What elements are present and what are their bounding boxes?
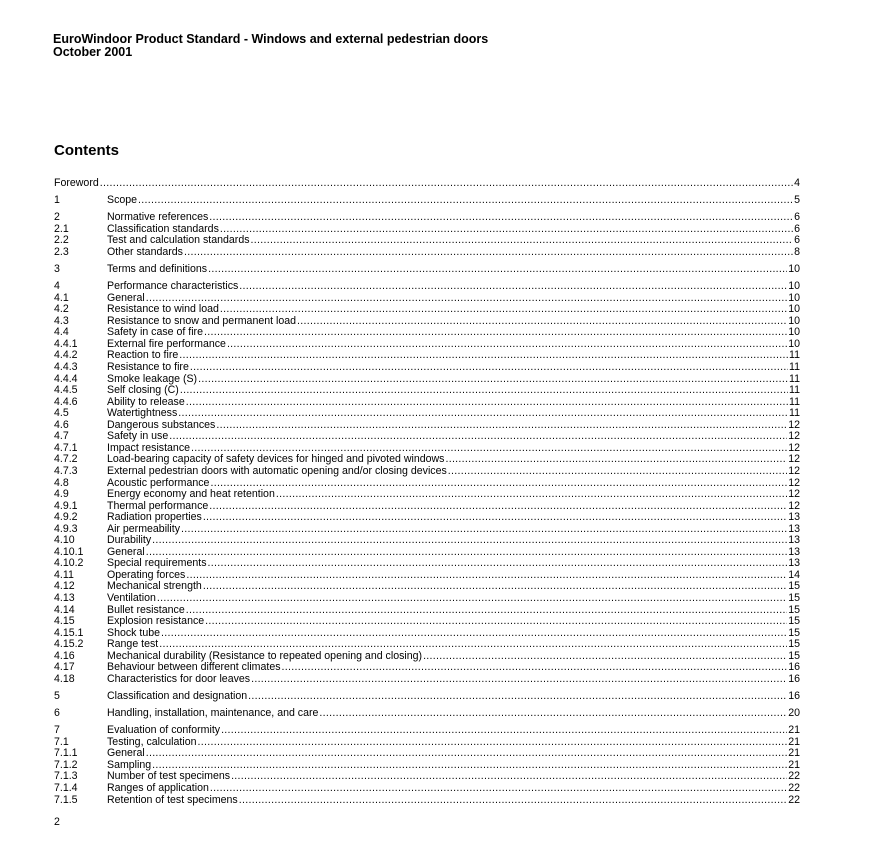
- toc-entry-title: Thermal performance: [107, 499, 209, 512]
- toc-dot-leader: [204, 327, 787, 339]
- toc-dot-leader: [231, 771, 787, 783]
- toc-entry-number: 4.9.3: [54, 522, 78, 535]
- toc-entry-title: Classification standards: [107, 222, 219, 235]
- toc-entry-number: 4.13: [54, 591, 75, 604]
- toc-entry-number: 2.2: [54, 234, 69, 247]
- header-date: October 2001: [53, 45, 133, 59]
- toc-entry-number: 4.8: [54, 476, 69, 489]
- toc-entry-number: 2: [54, 211, 60, 224]
- toc-entry-title: General: [107, 545, 145, 558]
- toc-entry-title: Mechanical durability (Resistance to repeated opening and closing): [107, 649, 423, 662]
- toc-entry-number: 7.1: [54, 735, 69, 748]
- toc-entry-page: 12: [788, 488, 800, 501]
- toc-entry[interactable]: [54, 195, 800, 207]
- toc-dot-leader: [184, 247, 793, 259]
- toc-entry[interactable]: [54, 581, 800, 593]
- toc-entry[interactable]: [54, 264, 800, 276]
- toc-entry-page: 15: [788, 591, 800, 604]
- toc-entry-title: Durability: [107, 534, 152, 547]
- toc-entry-number: 7.1.1: [54, 747, 78, 760]
- toc-dot-leader: [220, 304, 787, 316]
- toc-entry-page: 14: [788, 568, 800, 581]
- toc-entry-title: Air permeability: [107, 522, 181, 535]
- toc-entry-title: Safety in use: [107, 430, 169, 443]
- toc-dot-leader: [146, 748, 788, 760]
- toc-dot-leader: [180, 385, 788, 397]
- toc-entry-number: 4.9.2: [54, 511, 78, 524]
- toc-entry-page: 11: [789, 395, 800, 408]
- toc-entry[interactable]: [54, 489, 800, 501]
- toc-entry-title: Other standards: [107, 245, 183, 258]
- toc-entry[interactable]: [54, 708, 800, 720]
- toc-entry-page: 12: [788, 453, 800, 466]
- toc-entry-title: Performance characteristics: [107, 280, 239, 293]
- toc-entry-page: 12: [788, 476, 800, 489]
- toc-entry[interactable]: [54, 737, 800, 749]
- toc-entry-page: 6: [794, 234, 800, 247]
- toc-entry[interactable]: [54, 593, 800, 605]
- toc-entry[interactable]: [54, 512, 800, 524]
- toc-entry[interactable]: [54, 674, 800, 686]
- toc-entry-page: 12: [788, 464, 800, 477]
- toc-dot-leader: [216, 420, 787, 432]
- toc-entry-title: Sampling: [107, 758, 152, 771]
- toc-entry-number: 4.7.3: [54, 464, 78, 477]
- toc-dot-leader: [157, 593, 787, 605]
- toc-entry-title: Range test: [107, 638, 159, 651]
- toc-entry-page: 12: [788, 441, 800, 454]
- table-of-contents: [54, 178, 800, 806]
- toc-entry-title: Self closing (C): [107, 384, 179, 397]
- toc-entry-page: 10: [788, 263, 800, 276]
- toc-entry-title: Explosion resistance: [107, 615, 205, 628]
- toc-entry-title: Ventilation: [107, 591, 156, 604]
- toc-entry-title: Ranges of application: [107, 781, 209, 794]
- toc-entry[interactable]: [54, 362, 800, 374]
- toc-entry-page: 10: [788, 291, 800, 304]
- toc-entry-page: 4: [794, 177, 800, 189]
- toc-dot-leader: [190, 362, 788, 374]
- toc-dot-leader: [221, 725, 787, 737]
- toc-entry-page: 10: [788, 326, 800, 339]
- toc-entry-title: Test and calculation standards: [107, 234, 250, 247]
- toc-entry-number: 7.1.3: [54, 770, 78, 783]
- toc-dot-leader: [251, 674, 787, 686]
- toc-entry-title: Bullet resistance: [107, 603, 185, 616]
- toc-entry-page: 15: [788, 649, 800, 662]
- toc-entry-page: 11: [789, 384, 800, 397]
- toc-entry-page: 8: [794, 245, 800, 258]
- toc-entry-number: 4.11: [54, 568, 74, 581]
- toc-entry-number: 4.9.1: [54, 499, 78, 512]
- toc-entry-number: 3: [54, 263, 60, 276]
- toc-entry-title: Smoke leakage (S): [107, 372, 198, 385]
- toc-entry-page: 13: [788, 534, 800, 547]
- toc-entry-number: 4.6: [54, 418, 69, 431]
- toc-entry-number: 4.7.2: [54, 453, 78, 466]
- toc-entry-page: 22: [788, 781, 800, 794]
- toc-dot-leader: [445, 454, 787, 466]
- toc-entry-number: 4.4: [54, 326, 69, 339]
- toc-entry-number: 4.5: [54, 407, 69, 420]
- toc-dot-leader: [208, 264, 787, 276]
- toc-entry-number: 7.1.4: [54, 781, 78, 794]
- toc-entry-page: 13: [788, 545, 800, 558]
- toc-dot-leader: [178, 408, 788, 420]
- toc-entry-title: Resistance to wind load: [107, 303, 219, 316]
- toc-entry[interactable]: [54, 466, 800, 478]
- toc-dot-leader: [220, 224, 793, 236]
- toc-entry-title: Behaviour between different climates: [107, 661, 281, 674]
- toc-entry-title: Watertightness: [107, 407, 178, 420]
- toc-entry-number: 4.3: [54, 314, 69, 327]
- toc-entry-title: Safety in case of fire: [107, 326, 203, 339]
- toc-entry-page: 21: [788, 747, 800, 760]
- toc-entry-title: Operating forces: [107, 568, 186, 581]
- toc-entry-title: Retention of test specimens: [107, 793, 238, 806]
- toc-entry-page: 11: [789, 349, 800, 362]
- toc-dot-leader: [227, 339, 787, 351]
- toc-entry-number: 7.1.2: [54, 758, 78, 771]
- toc-entry-page: 22: [788, 770, 800, 783]
- toc-entry-number: 4.15.1: [54, 626, 84, 639]
- toc-entry[interactable]: [54, 247, 800, 259]
- toc-dot-leader: [276, 489, 787, 501]
- toc-entry-number: 4.4.1: [54, 337, 78, 350]
- toc-entry-page: 11: [789, 361, 800, 374]
- toc-entry-title: Characteristics for door leaves: [107, 672, 251, 685]
- toc-entry-page: 21: [788, 735, 800, 748]
- toc-dot-leader: [186, 570, 787, 582]
- toc-entry-page: 10: [788, 280, 800, 293]
- toc-entry-page: 13: [788, 511, 800, 524]
- toc-entry-number: 4.16: [54, 649, 75, 662]
- document-header: [53, 33, 488, 59]
- toc-entry-number: 4.4.3: [54, 361, 78, 374]
- toc-entry-page: 22: [788, 793, 800, 806]
- toc-entry-page: 15: [788, 615, 800, 628]
- toc-dot-leader: [203, 581, 787, 593]
- toc-entry-title: Impact resistance: [107, 441, 191, 454]
- toc-entry-title: Mechanical strength: [107, 580, 202, 593]
- toc-entry-page: 10: [788, 314, 800, 327]
- toc-entry-title: Ability to release: [107, 395, 185, 408]
- toc-entry-page: 16: [788, 672, 800, 685]
- toc-entry-title: General: [107, 291, 145, 304]
- toc-entry-title: Reaction to fire: [107, 349, 179, 362]
- toc-dot-leader: [209, 212, 793, 224]
- toc-entry-number: 4.1: [54, 291, 69, 304]
- toc-entry[interactable]: [54, 535, 800, 547]
- toc-entry-title: External pedestrian doors with automatic opening and/or closing devices: [107, 464, 447, 477]
- toc-entry-number: 4.4.2: [54, 349, 78, 362]
- toc-entry-page: 16: [788, 661, 800, 674]
- toc-entry-title: Load-bearing capacity of safety devices for hinged and pivoted windows: [107, 453, 445, 466]
- toc-dot-leader: [169, 431, 787, 443]
- toc-dot-leader: [282, 662, 788, 674]
- toc-entry[interactable]: [54, 628, 800, 640]
- toc-entry-title: Number of test specimens: [107, 770, 231, 783]
- toc-entry-number: Foreword: [54, 177, 99, 189]
- toc-entry-title: Dangerous substances: [107, 418, 216, 431]
- toc-dot-leader: [210, 783, 787, 795]
- toc-entry-title: Special requirements: [107, 557, 207, 570]
- toc-dot-leader: [146, 293, 788, 305]
- toc-entry-title: Radiation properties: [107, 511, 202, 524]
- toc-entry-title: Acoustic performance: [107, 476, 210, 489]
- toc-dot-leader: [186, 397, 788, 409]
- toc-dot-leader: [210, 478, 787, 490]
- toc-entry-number: 4: [54, 280, 60, 293]
- toc-dot-leader: [205, 616, 787, 628]
- toc-entry-number: 2.1: [54, 222, 69, 235]
- toc-entry-number: 4.10.2: [54, 557, 84, 570]
- toc-entry-page: 20: [788, 707, 800, 720]
- toc-dot-leader: [152, 535, 787, 547]
- toc-dot-leader: [251, 235, 794, 247]
- toc-entry-page: 13: [788, 557, 800, 570]
- toc-dot-leader: [159, 639, 787, 651]
- toc-dot-leader: [152, 760, 787, 772]
- toc-entry-page: 11: [789, 407, 800, 420]
- toc-dot-leader: [100, 178, 793, 190]
- toc-dot-leader: [146, 547, 788, 559]
- toc-dot-leader: [248, 691, 787, 703]
- toc-dot-leader: [423, 651, 787, 663]
- toc-entry-page: 15: [788, 580, 800, 593]
- toc-entry-number: 4.15: [54, 615, 75, 628]
- toc-entry-title: Handling, installation, maintenance, and care: [107, 707, 319, 720]
- toc-dot-leader: [161, 628, 787, 640]
- toc-entry-title: Scope: [107, 194, 138, 207]
- toc-entry-page: 11: [789, 372, 800, 385]
- toc-dot-leader: [297, 316, 787, 328]
- toc-entry[interactable]: [54, 524, 800, 536]
- toc-entry-page: 21: [788, 758, 800, 771]
- toc-entry-number: 4.10: [54, 534, 75, 547]
- toc-dot-leader: [208, 558, 788, 570]
- toc-entry[interactable]: [54, 691, 800, 703]
- toc-entry-title: Terms and definitions: [107, 263, 208, 276]
- header-title: EuroWindoor Product Standard - Windows and external pedestrian doors: [53, 32, 489, 46]
- toc-entry-page: 12: [788, 430, 800, 443]
- toc-dot-leader: [181, 524, 787, 536]
- toc-entry-page: 15: [788, 603, 800, 616]
- toc-entry-page: 15: [788, 638, 800, 651]
- toc-dot-leader: [186, 605, 787, 617]
- toc-entry-number: 4.14: [54, 603, 75, 616]
- toc-entry-page: 12: [788, 418, 800, 431]
- toc-entry-title: Resistance to snow and permanent load: [107, 314, 297, 327]
- toc-entry-number: 6: [54, 707, 60, 720]
- toc-entry-number: 4.9: [54, 488, 69, 501]
- toc-entry-page: 16: [788, 689, 800, 702]
- toc-entry-page: 10: [788, 337, 800, 350]
- toc-entry-title: Shock tube: [107, 626, 161, 639]
- toc-dot-leader: [448, 466, 787, 478]
- toc-entry-title: Classification and designation: [107, 689, 248, 702]
- toc-entry[interactable]: [54, 748, 800, 760]
- toc-entry[interactable]: [54, 385, 800, 397]
- toc-entry[interactable]: [54, 616, 800, 628]
- toc-entry-number: 4.17: [54, 661, 75, 674]
- toc-entry-number: 5: [54, 689, 60, 702]
- toc-entry-page: 10: [788, 303, 800, 316]
- toc-entry-number: 4.4.6: [54, 395, 78, 408]
- toc-entry-page: 13: [788, 522, 800, 535]
- toc-entry-title: Energy economy and heat retention: [107, 488, 275, 501]
- toc-dot-leader: [138, 195, 793, 207]
- toc-entry-number: 1: [54, 194, 60, 207]
- contents-heading: Contents: [54, 142, 119, 159]
- toc-entry-number: 7.1.5: [54, 793, 78, 806]
- toc-dot-leader: [198, 374, 788, 386]
- toc-entry-title: Resistance to fire: [107, 361, 189, 374]
- toc-entry-page: 6: [794, 222, 800, 235]
- toc-entry-number: 4.12: [54, 580, 75, 593]
- toc-entry-number: 4.10.1: [54, 545, 84, 558]
- toc-dot-leader: [239, 795, 787, 807]
- toc-entry-page: 21: [788, 724, 800, 737]
- toc-entry[interactable]: [54, 795, 800, 807]
- toc-entry[interactable]: [54, 783, 800, 795]
- toc-entry-number: 2.3: [54, 245, 69, 258]
- toc-entry-number: 4.7: [54, 430, 69, 443]
- toc-dot-leader: [209, 501, 787, 513]
- toc-dot-leader: [239, 281, 787, 293]
- toc-entry-title: Evaluation of conformity: [107, 724, 221, 737]
- toc-entry-number: 4.4.4: [54, 372, 78, 385]
- toc-dot-leader: [203, 512, 787, 524]
- toc-entry-title: External fire performance: [107, 337, 226, 350]
- toc-entry-page: 5: [794, 194, 800, 207]
- page-number: 2: [54, 816, 60, 828]
- toc-entry-page: 6: [794, 211, 800, 224]
- toc-entry-page: 15: [788, 626, 800, 639]
- toc-entry-title: Normative references: [107, 211, 209, 224]
- toc-entry-number: 4.4.5: [54, 384, 78, 397]
- toc-entry-title: Testing, calculation: [107, 735, 197, 748]
- toc-entry-title: General: [107, 747, 145, 760]
- toc-entry[interactable]: [54, 178, 800, 190]
- toc-dot-leader: [179, 350, 788, 362]
- toc-entry-number: 7: [54, 724, 60, 737]
- toc-dot-leader: [319, 708, 787, 720]
- toc-dot-leader: [198, 737, 788, 749]
- toc-entry-number: 4.18: [54, 672, 75, 685]
- toc-entry-number: 4.7.1: [54, 441, 78, 454]
- toc-entry-number: 4.2: [54, 303, 69, 316]
- toc-entry[interactable]: [54, 639, 800, 651]
- toc-entry[interactable]: [54, 281, 800, 293]
- toc-entry-number: 4.15.2: [54, 638, 84, 651]
- toc-entry-page: 12: [788, 499, 800, 512]
